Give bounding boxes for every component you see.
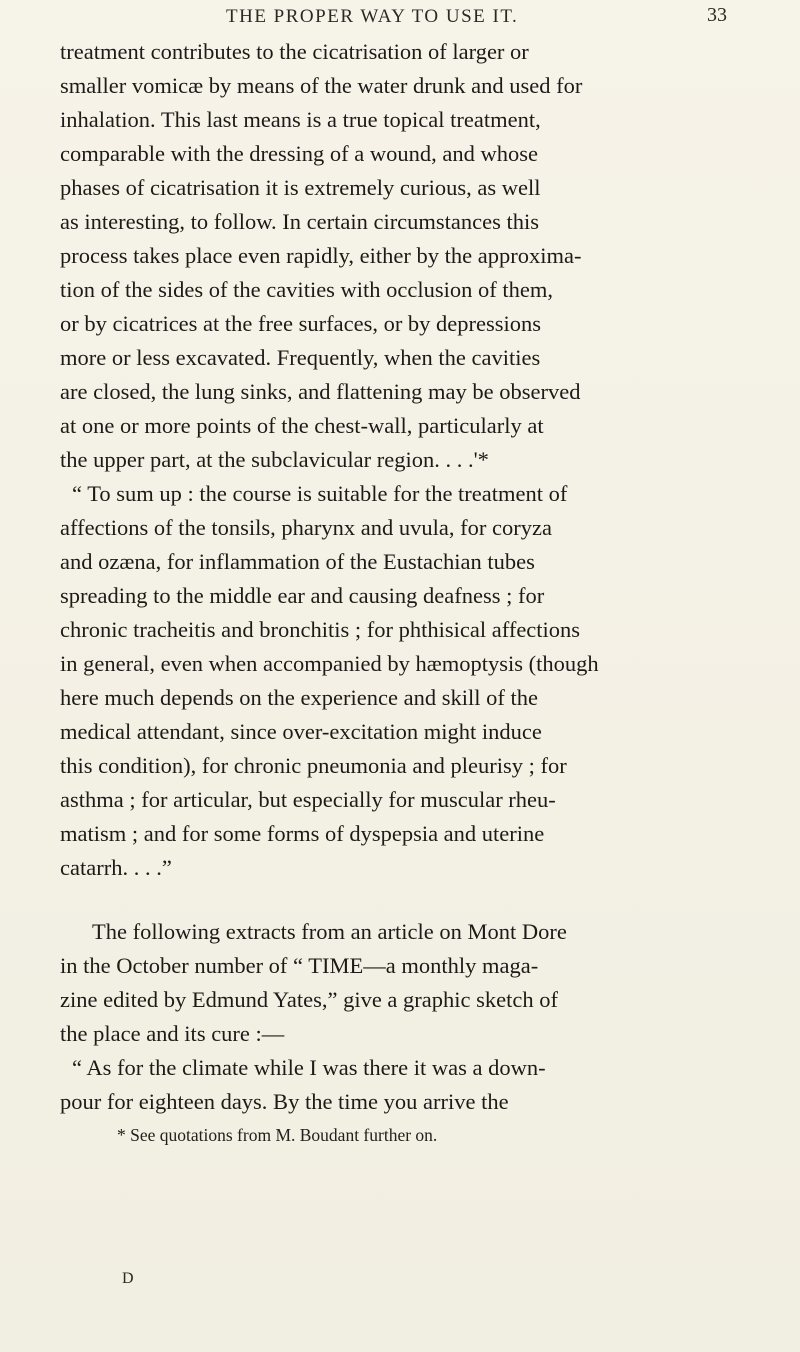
- text-line: phases of cicatrisation it is extremely curious, as well: [60, 175, 541, 200]
- text-line: inhalation. This last means is a true topical treatment,: [60, 107, 541, 132]
- text-line: process takes place even rapidly, either by the approxima-: [60, 243, 582, 268]
- text-line: at one or more points of the chest-wall, particularly at: [60, 413, 544, 438]
- text-line: spreading to the middle ear and causing deafness ; for: [60, 583, 545, 608]
- text-line: and ozæna, for inflammation of the Eustachian tubes: [60, 549, 535, 574]
- text-line: are closed, the lung sinks, and flattening may be observed: [60, 379, 581, 404]
- footnote: * See quotations from M. Boudant further on.: [117, 1125, 438, 1145]
- text-line: comparable with the dressing of a wound, and whose: [60, 141, 539, 166]
- text-line: as interesting, to follow. In certain circumstances this: [60, 209, 540, 234]
- text-line: tion of the sides of the cavities with occlusion of them,: [60, 277, 554, 302]
- text-line: pour for eighteen days. By the time you arrive the: [60, 1089, 509, 1114]
- text-line: catarrh. . . .”: [60, 855, 172, 880]
- text-line: treatment contributes to the cicatrisation of larger or: [60, 39, 529, 64]
- running-head: THE PROPER WAY TO USE IT.: [226, 6, 519, 27]
- text-line: this condition), for chronic pneumonia and pleurisy ; for: [60, 753, 567, 778]
- text-line: affections of the tonsils, pharynx and uvula, for coryza: [60, 515, 552, 540]
- text-line: smaller vomicæ by means of the water drunk and used for: [60, 73, 583, 98]
- text-line: the place and its cure :—: [60, 1021, 285, 1046]
- text-line: zine edited by Edmund Yates,” give a graphic sketch of: [60, 987, 558, 1012]
- text-line: chronic tracheitis and bronchitis ; for phthisical affections: [60, 617, 581, 642]
- text-line: in general, even when accompanied by hæmoptysis (though: [60, 651, 599, 676]
- signature-mark: D: [122, 1270, 134, 1287]
- text-line: more or less excavated. Frequently, when the cavities: [60, 345, 541, 370]
- text-line: The following extracts from an article on Mont Dore: [92, 919, 567, 944]
- text-line: in the October number of “ TIME—a monthly maga-: [60, 953, 539, 978]
- text-line: matism ; and for some forms of dyspepsia and uterine: [60, 821, 545, 846]
- text-line: asthma ; for articular, but especially for muscular rheu-: [60, 787, 556, 812]
- page-number: 33: [707, 4, 727, 26]
- text-line: “ As for the climate while I was there it was a down-: [72, 1055, 546, 1080]
- text-line: the upper part, at the subclavicular region. . . .'*: [60, 447, 489, 472]
- text-line: here much depends on the experience and skill of the: [60, 685, 538, 710]
- text-line: medical attendant, since over-excitation might induce: [60, 719, 542, 744]
- text-line: “ To sum up : the course is suitable for the treatment of: [72, 481, 568, 506]
- text-line: or by cicatrices at the free surfaces, or by depressions: [60, 311, 542, 336]
